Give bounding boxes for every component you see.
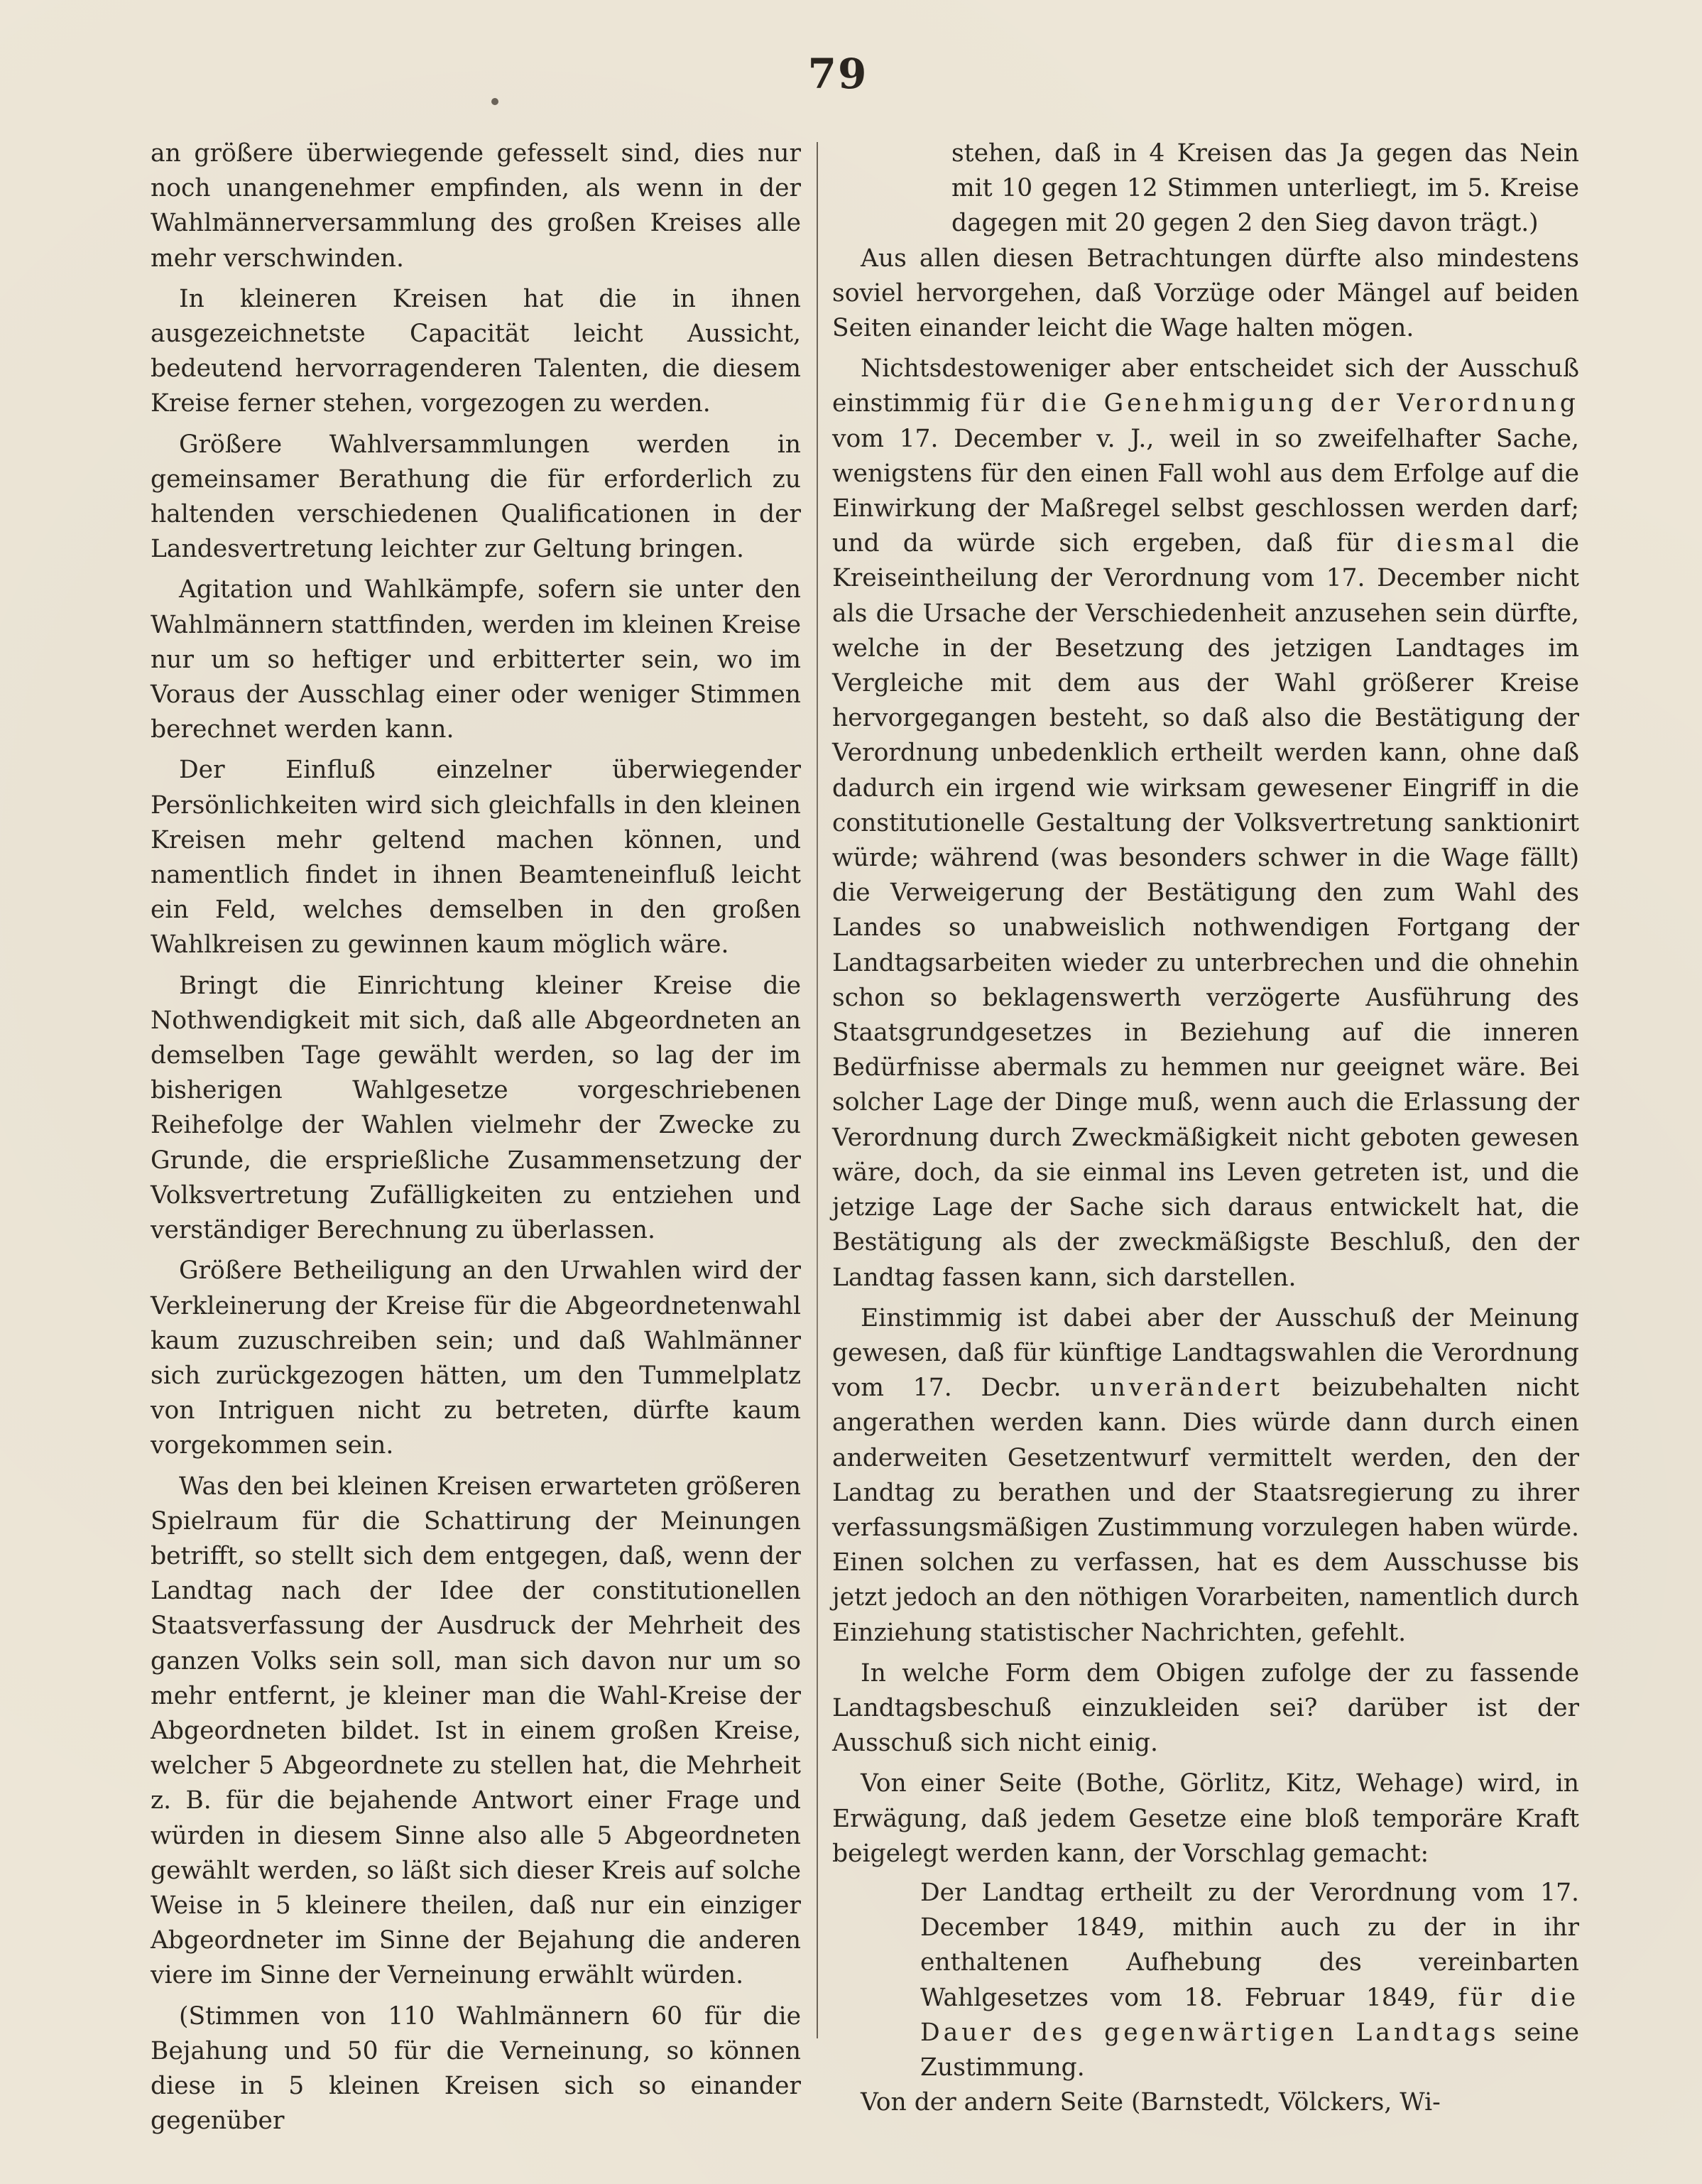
paragraph bbox=[832, 1301, 1579, 1651]
left-column bbox=[151, 136, 801, 2139]
paragraph bbox=[832, 352, 1579, 1295]
emphasis-spaced: für die Genehmigung der Verordnung bbox=[981, 389, 1580, 418]
paragraph: Was den bei kleinen Kreisen erwarteten größeren Spielraum für die Schattirung der Meinungen betrifft, so stellt sich dem entgegen, daß, wenn der Landtag nach der Idee der constitutionellen Staatsverfassung der Ausdruck der Mehrheit des ganzen Volks sein soll, man sich davon nur um so mehr entfernt, je kleiner man die Wahl-Kreise der Abgeordneten bildet. Ist in einem großen Kreise, welcher 5 Abgeordnete zu stellen hat, die Mehrheit z. B. für die bejahende Antwort einer Frage und würden in diesem Sinne also alle 5 Abgeordneten gewählt werden, so läßt sich dieser Kreis auf solche Weise in 5 kleinere theilen, daß nur ein einziger Abgeordneter im Sinne der Bejahung die anderen viere im Sinne der Verneinung erwählt würden. bbox=[151, 1472, 801, 1990]
emphasis-spaced: unverändert bbox=[1090, 1374, 1283, 1403]
paragraph: Von der andern Seite (Barnstedt, Völckers, Wi- bbox=[861, 2088, 1441, 2117]
paragraph: an größere überwiegende gefesselt sind, dies nur noch unangenehmer empfinden, als wenn in der Wahlmännerversammlung des großen Kreises alle mehr verschwinden. bbox=[151, 139, 801, 273]
emphasis-spaced: für die Dauer des gegenwärtigen Landtags bbox=[920, 1983, 1580, 2047]
text-run: Einstimmig ist dabei aber der Ausschuß der Meinung gewesen, daß für künftige Landtagswahlen die Verordnung vom 17. Decbr. bbox=[832, 1303, 1579, 1403]
paragraph: In welche Form dem Obigen zufolge der zu fassende Landtagsbeschuß einzukleiden sei? darüber ist der Ausschuß sich nicht einig. bbox=[832, 1658, 1579, 1758]
paragraph: Größere Wahlversammlungen werden in gemeinsamer Berathung die für erforderlich zu haltenden verschiedenen Qualificationen in der Landesvertretung leichter zur Geltung bringen. bbox=[151, 430, 801, 564]
paragraph: stehen, daß in 4 Kreisen das Ja gegen das Nein mit 10 gegen 12 Stimmen unterliegt, im 5. Kreise dagegen mit 20 gegen 2 den Sieg davon trägt.) bbox=[951, 139, 1579, 238]
text-run: die Kreiseintheilung der Verordnung vom 17. December nicht als die Ursache der Verschiedenheit anzusehen sein dürfte, welche in der Besetzung des jetzigen Landtages im Vergleiche mit dem aus der Wahl größerer Kreise hervorgegangen besteht, so daß also die Bestätigung der Verordnung unbedenklich ertheilt werden kann, ohne daß dadurch ein irgend wie wirksam gewesener Eingriff in die constitutionelle Gestaltung der Volksvertretung sanktionirt würde; während (was besonders schwer in die Wage fällt) die Verweigerung der Bestätigung den zum Wahl des Landes so unabweislich nothwendigen Fortgang der Landtagsarbeiten wieder zu unterbrechen und die ohnehin schon so beklagenswerth verzögerte Ausführung des Staatsgrundgesetzes in Beziehung auf die inneren Bedürfnisse abermals zu hemmen nur geeignet wäre. Bei solcher Lage der Dinge muß, wenn auch die Erlassung der Verordnung durch Zweckmäßigkeit nicht geboten gewesen wäre, doch, da sie einmal ins Leven getreten ist, und die jetzige Lage der Sache sich daraus entwickelt hat, die Bestätigung als der zweckmäßigste Beschluß, den der Landtag fassen kann, sich darstellen. bbox=[832, 529, 1580, 1292]
page-number: 79 bbox=[807, 50, 868, 98]
paragraph: In kleineren Kreisen hat die in ihnen ausgezeichnetste Capacität leicht Aussicht, bedeutend hervorragenderen Talenten, die diesem Kreise ferner stehen, vorgezogen zu werden. bbox=[151, 284, 801, 418]
ink-speck bbox=[491, 98, 498, 105]
paragraph: Aus allen diesen Betrachtungen dürfte also mindestens soviel hervorgehen, daß Vorzüge oder Mängel auf beiden Seiten einander leicht die Wage halten mögen. bbox=[832, 244, 1579, 343]
emphasis-spaced: diesmal bbox=[1396, 529, 1518, 558]
paragraph: Bringt die Einrichtung kleiner Kreise die Nothwendigkeit mit sich, daß alle Abgeordneten an demselben Tage gewählt werden, so lag der im bisherigen Wahlgesetze vorgeschriebenen Reihefolge der Wahlen vielmehr der Zwecke zu Grunde, die ersprießliche Zusammensetzung der Volksvertretung Zufälligkeiten zu entziehen und verständiger Berechnung zu überlassen. bbox=[151, 971, 801, 1245]
paragraph: Größere Betheiligung an den Urwahlen wird der Verkleinerung der Kreise für die Abgeordnetenwahl kaum zuzuschreiben sein; und daß Wahlmänner sich zurückgezogen hätten, um den Tummelplatz von Intriguen nicht zu betreten, dürfte kaum vorgekommen sein. bbox=[151, 1256, 801, 1460]
right-column bbox=[832, 136, 1579, 2120]
paragraph: Der Einfluß einzelner überwiegender Persönlichkeiten wird sich gleichfalls in den kleinen Kreisen mehr geltend machen können, und namentlich findet in ihnen Beamteneinfluß leicht ein Feld, welches demselben in den großen Wahlkreisen zu gewinnen kaum möglich wäre. bbox=[151, 756, 801, 960]
text-run: Nichtsdestoweniger aber entscheidet sich der Ausschuß einstimmig bbox=[832, 354, 1579, 418]
paragraph: Von einer Seite (Bothe, Görlitz, Kitz, Wehage) wird, in Erwägung, daß jedem Gesetze eine bloß temporäre Kraft beigelegt werden kann, der Vorschlag gemacht: bbox=[832, 1769, 1579, 1868]
text-run: beizubehalten nicht angerathen werden kann. Dies würde dann durch einen anderweiten Gesetzentwurf vermittelt werden, den der Landtag zu berathen und der Staatsregierung zu ihrer verfassungsmäßigen Zustimmung vorzulegen haben würde. Einen solchen zu verfassen, hat es dem Ausschusse bis jetzt jedoch an den nöthigen Vorarbeiten, namentlich durch Einziehung statistischer Nachrichten, gefehlt. bbox=[832, 1374, 1580, 1647]
text-run: seine Zustimmung. bbox=[920, 2018, 1580, 2082]
column-divider bbox=[817, 142, 818, 2038]
paragraph: Agitation und Wahlkämpfe, sofern sie unter den Wahlmännern stattfinden, werden im kleinen Kreise nur um so heftiger und erbitterter sein, wo im Voraus der Ausschlag einer oder weniger Stimmen berechnet werden kann. bbox=[151, 575, 801, 744]
paragraph: (Stimmen von 110 Wahlmännern 60 für die Bejahung und 50 für die Verneinung, so können diese in 5 kleinen Kreisen sich so einander gegenüber bbox=[151, 2001, 801, 2136]
text-run: Der Landtag ertheilt zu der Verordnung vom 17. December 1849, mithin auch zu der in ihr enthaltenen Aufhebung des vereinbarten Wahlgesetzes vom 18. Februar 1849, bbox=[920, 1878, 1579, 2012]
quoted-proposal bbox=[832, 1876, 1579, 2085]
text-run: vom 17. December v. J., weil in so zweifelhafter Sache, wenigstens für den einen Fall wohl aus dem Erfolge auf die Einwirkung der Maßregel selbst geschlossen werden darf; und da würde sich ergeben, daß für bbox=[832, 424, 1579, 558]
